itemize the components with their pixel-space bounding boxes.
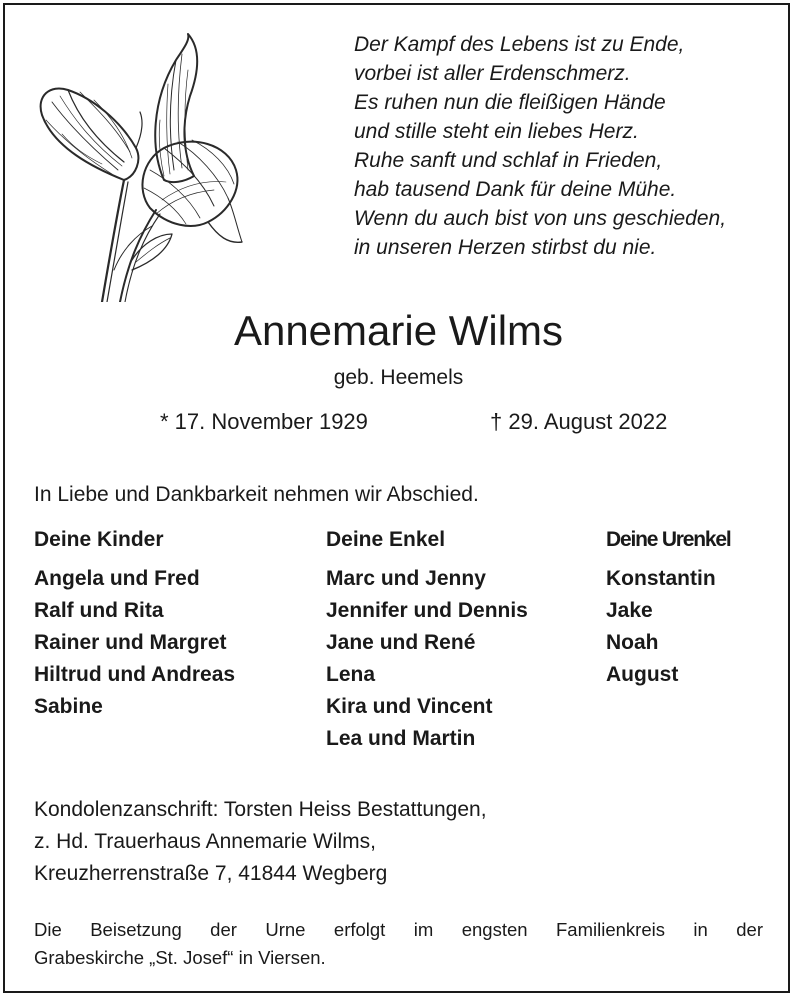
death-date: † 29. August 2022 bbox=[490, 409, 668, 434]
poem-line: Wenn du auch bist von uns geschieden, bbox=[354, 207, 727, 230]
birth-date: * 17. November 1929 bbox=[160, 409, 368, 434]
deceased-name: Annemarie Wilms bbox=[233, 307, 564, 354]
list-item: Marc und Jenny bbox=[326, 567, 486, 590]
poem-line: in unseren Herzen stirbst du nie. bbox=[354, 236, 657, 259]
poem bbox=[354, 30, 774, 262]
list-item: Lena bbox=[326, 663, 376, 686]
list-item: Jake bbox=[606, 599, 653, 622]
list-item: Jennifer und Dennis bbox=[326, 599, 528, 622]
grandchildren-column bbox=[326, 525, 528, 755]
address-line: Kondolenzanschrift: Torsten Heiss Bestattungen, bbox=[34, 798, 487, 821]
list-item: Sabine bbox=[34, 695, 103, 718]
calla-lily-sketch-icon bbox=[32, 30, 247, 302]
farewell-text: In Liebe und Dankbarkeit nehmen wir Abschied. bbox=[34, 483, 479, 506]
list-item: Angela und Fred bbox=[34, 567, 200, 590]
list-item: Noah bbox=[606, 631, 659, 654]
poem-line: und stille steht ein liebes Herz. bbox=[354, 120, 639, 143]
list-item: Lea und Martin bbox=[326, 727, 476, 750]
list-item: Ralf und Rita bbox=[34, 599, 164, 622]
grandchildren-heading: Deine Enkel bbox=[326, 528, 446, 551]
condolence-address bbox=[34, 794, 487, 890]
burial-notice-line: Grabeskirche „St. Josef“ in Viersen. bbox=[34, 947, 326, 968]
address-line: Kreuzherrenstraße 7, 41844 Wegberg bbox=[34, 862, 388, 885]
great-grandchildren-heading: Deine Urenkel bbox=[606, 528, 731, 551]
list-item: Konstantin bbox=[606, 567, 716, 590]
children-column bbox=[34, 525, 235, 723]
list-item: Kira und Vincent bbox=[326, 695, 493, 718]
burial-notice-line: Die Beisetzung der Urne erfolgt im engsten Familienkreis in der bbox=[34, 919, 763, 940]
list-item: August bbox=[606, 663, 679, 686]
children-heading: Deine Kinder bbox=[34, 528, 164, 551]
address-line: z. Hd. Trauerhaus Annemarie Wilms, bbox=[34, 830, 376, 853]
poem-line: Es ruhen nun die fleißigen Hände bbox=[354, 91, 666, 114]
list-item: Rainer und Margret bbox=[34, 631, 227, 654]
list-item: Jane und René bbox=[326, 631, 476, 654]
list-item: Hiltrud und Andreas bbox=[34, 663, 236, 686]
poem-line: vorbei ist aller Erdenschmerz. bbox=[354, 62, 631, 85]
maiden-name: geb. Heemels bbox=[333, 366, 464, 389]
poem-line: Ruhe sanft und schlaf in Frieden, bbox=[354, 149, 663, 172]
poem-line: hab tausend Dank für deine Mühe. bbox=[354, 178, 677, 201]
great-grandchildren-column bbox=[606, 525, 730, 691]
poem-line: Der Kampf des Lebens ist zu Ende, bbox=[354, 33, 685, 56]
burial-notice bbox=[34, 916, 763, 972]
